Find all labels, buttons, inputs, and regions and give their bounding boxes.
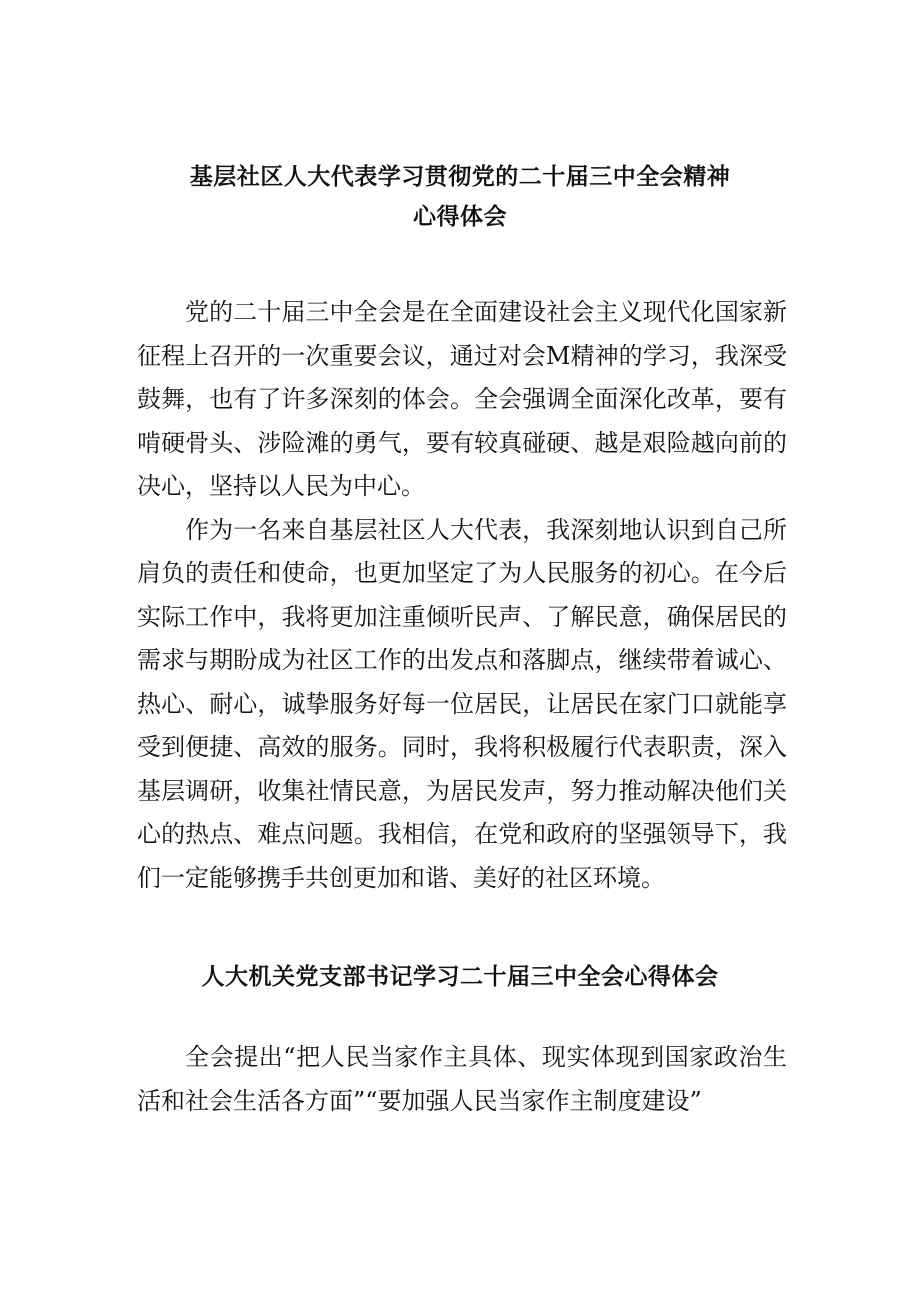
article1-paragraph-1: 党的二十届三中全会是在全面建设社会主义现代化国家新征程上召开的一次重要会议，通过对会M精神的学习，我深受鼓舞，也有了许多深刻的体会。全会强调全面深化改革，要有啃硬骨头、涉险滩的勇气，要有较真碰硬、越是艰险越向前的决心，坚持以人民为中心。 [137, 298, 787, 500]
article2-title-line: 人大机关党支部书记学习二十届三中全会心得体会 [201, 964, 719, 990]
article1-body [137, 291, 787, 900]
article2-body [137, 1036, 787, 1123]
article1-title-line2: 心得体会 [413, 204, 507, 230]
article1-title-line1: 基层社区人大代表学习贯彻党的二十届三中全会精神 [189, 164, 731, 190]
article1-title [0, 157, 920, 237]
article2-paragraph-1: 全会提出“把人民当家作主具体、现实体现到国家政治生活和社会生活各方面”“要加强人民当家作主制度建设” [137, 1043, 787, 1115]
article2-title [0, 957, 920, 997]
article1-paragraph-2: 作为一名来自基层社区人大代表，我深刻地认识到自己所肩负的责任和使命，也更加坚定了为人民服务的初心。在今后实际工作中，我将更加注重倾听民声、了解民意，确保居民的需求与期盼成为社区工作的出发点和落脚点，继续带着诚心、热心、耐心，诚挚服务好每一位居民，让居民在家门口就能享受到便捷、高效的服务。同时，我将积极履行代表职责，深入基层调研，收集社情民意，为居民发声，努力推动解决他们关心的热点、难点问题。我相信，在党和政府的坚强领导下，我们一定能够携手共创更加和谐、美好的社区环境。 [137, 515, 787, 892]
